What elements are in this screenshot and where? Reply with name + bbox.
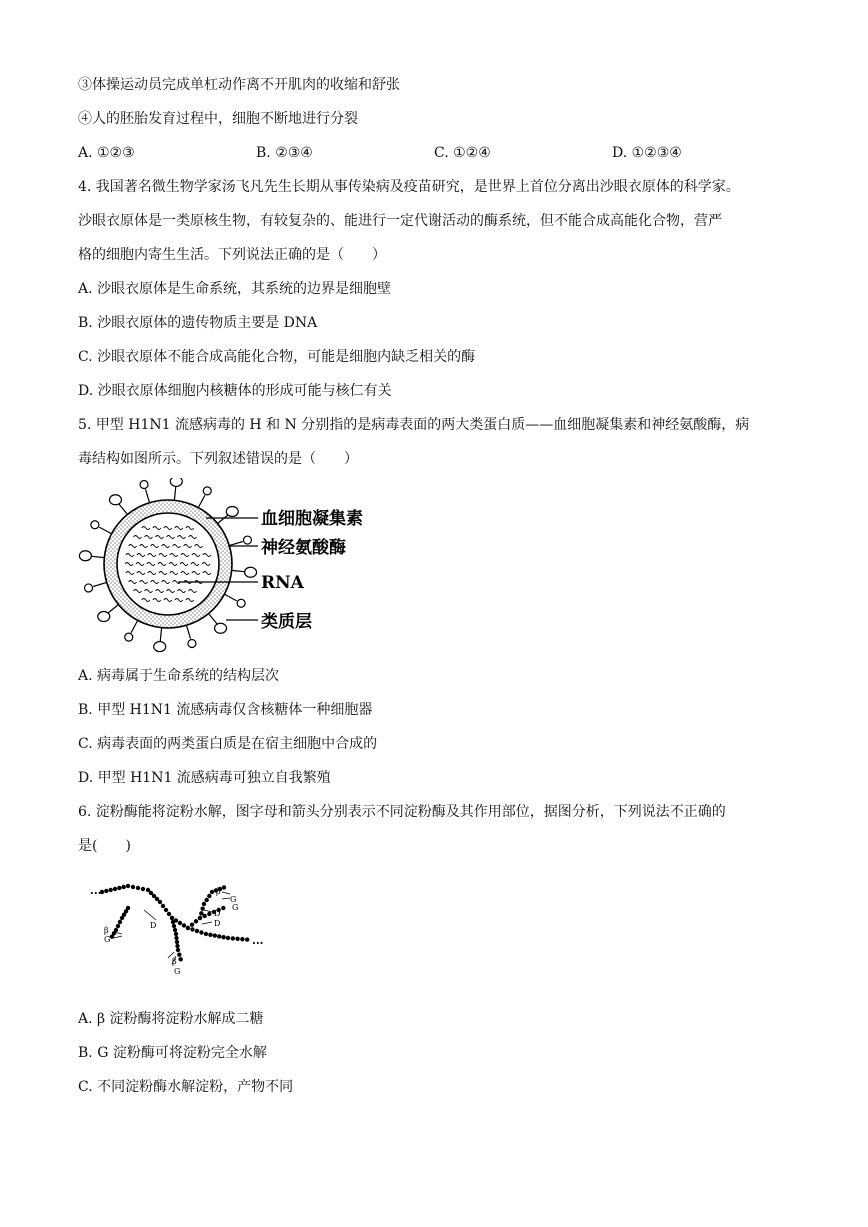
glucose-bead bbox=[194, 919, 198, 923]
glucose-bead bbox=[178, 921, 182, 925]
glucose-bead bbox=[171, 920, 175, 924]
virus-spike-stalk bbox=[209, 614, 218, 625]
glucose-bead bbox=[204, 932, 208, 936]
glucose-bead bbox=[131, 885, 135, 889]
label-g-left: G bbox=[104, 935, 111, 944]
q6-option-b: B. G 淀粉酶可将淀粉完全水解 bbox=[78, 1045, 267, 1061]
glucose-bead bbox=[202, 914, 206, 918]
glucose-bead bbox=[117, 886, 121, 890]
hemagglutinin-spike bbox=[170, 478, 182, 486]
glucose-bead bbox=[121, 885, 125, 889]
q4-stem-line-2: 沙眼衣原体是一类原核生物，有较复杂的、能进行一定代谢活动的酶系统，但不能合成高能化合物，营严 bbox=[78, 213, 722, 229]
q4-option-a: A. 沙眼衣原体是生命系统，其系统的边界是细胞壁 bbox=[78, 281, 392, 297]
label-g-right: G bbox=[232, 903, 239, 912]
glucose-bead bbox=[217, 934, 221, 938]
neuraminidase-spike bbox=[243, 536, 251, 544]
hemagglutinin-spike bbox=[154, 642, 166, 652]
label-g-top: G bbox=[230, 895, 237, 904]
glucose-bead bbox=[240, 937, 244, 941]
q5-stem-line-2: 毒结构如图所示。下列叙述错误的是（ ） bbox=[78, 451, 358, 467]
virus-spike-stalk bbox=[198, 495, 205, 507]
label-beta-bottom: β bbox=[172, 957, 177, 966]
virus-spike-stalk bbox=[160, 628, 161, 642]
glucose-bead bbox=[108, 888, 112, 892]
glucose-bead bbox=[221, 935, 225, 939]
q6-option-c: C. 不同淀粉酶水解淀粉，产物不同 bbox=[78, 1079, 294, 1095]
glucose-bead bbox=[113, 887, 117, 891]
label-g-bottom: G bbox=[174, 967, 181, 976]
glucose-bead bbox=[167, 912, 171, 916]
neuraminidase-spike bbox=[188, 639, 196, 647]
glucose-bead bbox=[245, 937, 249, 941]
virus-spike-stalk bbox=[145, 489, 149, 502]
glucose-bead bbox=[195, 929, 199, 933]
hemagglutinin-spike bbox=[215, 623, 227, 633]
virus-structure-diagram bbox=[78, 478, 388, 664]
virus-spike-stalk bbox=[229, 541, 242, 545]
hemagglutinin-spike bbox=[245, 567, 257, 577]
q5-option-c: C. 病毒表面的两类蛋白质是在宿主细胞中合成的 bbox=[78, 736, 378, 752]
glucose-bead bbox=[110, 934, 114, 938]
glucose-bead bbox=[222, 885, 226, 889]
glucose-bead bbox=[158, 900, 162, 904]
neuraminidase-spike bbox=[203, 487, 211, 495]
glucose-bead bbox=[175, 940, 179, 944]
glucose-bead bbox=[161, 904, 165, 908]
label-hemagglutinin: 血细胞凝集素 bbox=[261, 509, 363, 529]
virus-spike-stalk bbox=[119, 504, 128, 515]
q4-stem-line-1: 4. 我国著名微生物学家汤飞凡先生长期从事传染病及疫苗研究，是世界上首位分离出沙眼衣原体的科学家。 bbox=[78, 179, 740, 195]
starch-enzyme-diagram bbox=[88, 872, 278, 982]
glucose-bead bbox=[173, 928, 177, 932]
glucose-bead bbox=[174, 936, 178, 940]
virus-spike-stalk bbox=[99, 527, 111, 534]
glucose-bead bbox=[172, 924, 176, 928]
neuraminidase-spike bbox=[85, 584, 93, 592]
virus-spike-stalk bbox=[174, 486, 175, 500]
glucose-bead bbox=[202, 902, 206, 906]
virus-spike-stalk bbox=[186, 625, 190, 638]
q5-option-b: B. 甲型 H1N1 流感病毒仅含核糖体一种细胞器 bbox=[78, 702, 373, 718]
q4-option-c: C. 沙眼衣原体不能合成高能化合物，可能是细胞内缺乏相关的酶 bbox=[78, 349, 476, 365]
glucose-bead bbox=[198, 916, 202, 920]
q3-option-d: D. ①②③④ bbox=[612, 145, 682, 161]
label-d-mid: D bbox=[150, 921, 157, 930]
glucose-bead bbox=[141, 887, 145, 891]
svg-text:...: ... bbox=[252, 934, 264, 947]
q5-option-d: D. 甲型 H1N1 流感病毒可独立自我繁殖 bbox=[78, 770, 331, 786]
virus-spike-stalk bbox=[93, 582, 106, 586]
glucose-bead bbox=[207, 912, 211, 916]
neuraminidase-spike bbox=[237, 599, 245, 607]
glucose-bead bbox=[210, 890, 214, 894]
q4-option-d: D. 沙眼衣原体细胞内核糖体的形成可能与核仁有关 bbox=[78, 383, 392, 399]
glucose-bead bbox=[226, 936, 230, 940]
label-d-right-2: D bbox=[214, 919, 221, 928]
glucose-bead bbox=[136, 886, 140, 890]
label-beta-top: β bbox=[216, 887, 221, 896]
glucose-bead bbox=[177, 952, 181, 956]
q3-item-3: ③体操运动员完成单杠动作离不开肌肉的收缩和舒张 bbox=[78, 77, 400, 93]
label-beta-left: β bbox=[104, 926, 109, 935]
glucose-bead bbox=[190, 927, 194, 931]
neuraminidase-spike bbox=[125, 633, 133, 641]
q5-option-a: A. 病毒属于生命系统的结构层次 bbox=[78, 668, 280, 684]
label-rna: RNA bbox=[261, 573, 304, 593]
glucose-bead bbox=[213, 933, 217, 937]
q4-option-b: B. 沙眼衣原体的遗传物质主要是 DNA bbox=[78, 315, 318, 331]
glucose-bead bbox=[199, 930, 203, 934]
glucose-bead bbox=[170, 916, 174, 920]
q3-option-a: A. ①②③ bbox=[78, 145, 135, 161]
glucose-bead bbox=[182, 923, 186, 927]
q3-option-b: B. ②③④ bbox=[256, 145, 313, 161]
glucose-bead bbox=[126, 884, 130, 888]
virus-spike-stalk bbox=[232, 570, 246, 571]
glucose-bead bbox=[231, 936, 235, 940]
glucose-bead bbox=[176, 948, 180, 952]
q3-option-c: C. ①②④ bbox=[434, 145, 491, 161]
glucose-bead bbox=[207, 894, 211, 898]
svg-text:...: ... bbox=[90, 884, 102, 897]
glucose-bead bbox=[175, 944, 179, 948]
hemagglutinin-spike bbox=[109, 495, 121, 505]
glucose-bead bbox=[178, 957, 182, 961]
virus-spike-stalk bbox=[131, 620, 138, 632]
virus-spike-stalk bbox=[224, 594, 236, 601]
glucose-bead bbox=[120, 916, 124, 920]
glucose-bead bbox=[204, 898, 208, 902]
glucose-bead bbox=[174, 932, 178, 936]
neuraminidase-spike bbox=[140, 481, 148, 489]
q3-item-4: ④人的胚胎发育过程中，细胞不断地进行分裂 bbox=[78, 111, 358, 127]
glucose-bead bbox=[116, 924, 120, 928]
q6-option-a: A. β 淀粉酶将淀粉水解成二糖 bbox=[78, 1011, 264, 1027]
label-d-right-1: D bbox=[214, 909, 221, 918]
hemagglutinin-spike bbox=[98, 612, 110, 622]
glucose-bead bbox=[221, 906, 225, 910]
glucose-bead bbox=[164, 908, 168, 912]
glucose-bead bbox=[118, 920, 122, 924]
glucose-bead bbox=[208, 933, 212, 937]
neuraminidase-spike bbox=[91, 521, 99, 529]
label-matrix-layer: 类质层 bbox=[261, 612, 312, 632]
virus-spike-stalk bbox=[218, 515, 229, 524]
virus-spike-stalk bbox=[90, 556, 104, 557]
q6-stem-line-1: 6. 淀粉酶能将淀粉水解，图字母和箭头分别表示不同淀粉酶及其作用部位，据图分析，下列说法不正确的 bbox=[78, 804, 726, 820]
q6-stem-line-2: 是( ) bbox=[78, 838, 131, 854]
glucose-bead bbox=[235, 937, 239, 941]
q5-stem-line-1: 5. 甲型 H1N1 流感病毒的 H 和 N 分别指的是病毒表面的两大类蛋白质——血细胞凝集素和神经氨酸酶，病 bbox=[78, 417, 750, 433]
hemagglutinin-spike bbox=[79, 551, 91, 561]
glucose-bead bbox=[186, 926, 190, 930]
label-neuraminidase: 神经氨酸酶 bbox=[261, 538, 346, 558]
glucose-bead bbox=[190, 922, 194, 926]
glucose-bead bbox=[104, 889, 108, 893]
hemagglutinin-spike bbox=[226, 506, 238, 516]
virus-spike-stalk bbox=[108, 605, 119, 614]
q4-stem-line-3: 格的细胞内寄生生活。下列说法正确的是（ ） bbox=[78, 247, 386, 263]
